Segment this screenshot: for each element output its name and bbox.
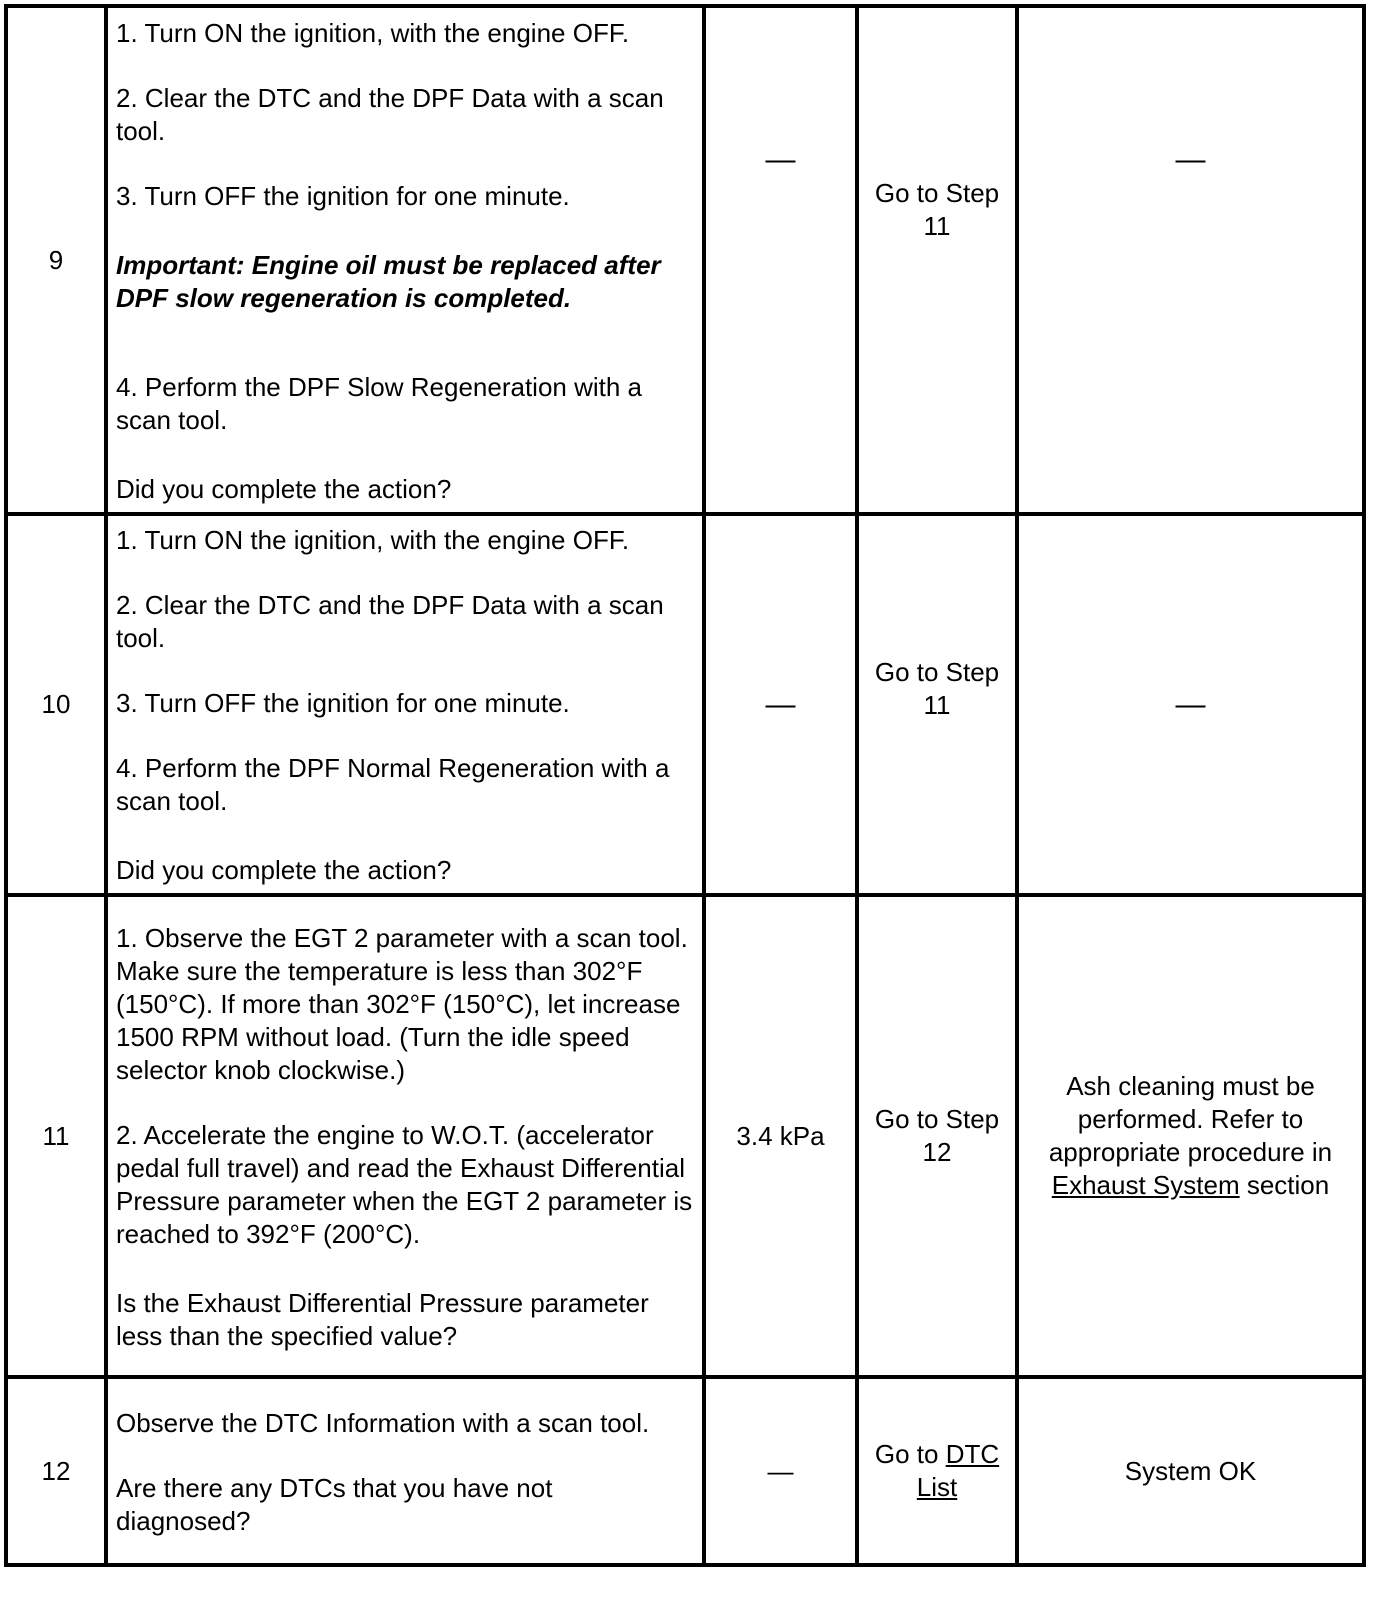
no-cell: [1017, 6, 1364, 514]
action-instruction: 1. Turn ON the ignition, with the engine OFF.: [116, 17, 630, 48]
no-action-text: Ash cleaning must be performed. Refer to appropriate procedure in: [1048, 1071, 1333, 1167]
value-text: —: [765, 143, 796, 176]
no-cell: [1017, 895, 1364, 1377]
action-instruction: Observe the DTC Information with a scan tool.: [116, 1407, 650, 1438]
table-row-step-9: [6, 6, 1364, 514]
action-instruction: 2. Clear the DTC and the DPF Data with a scan tool.: [116, 590, 664, 653]
action-cell: [106, 6, 704, 514]
action-instruction: 2. Clear the DTC and the DPF Data with a scan tool.: [116, 82, 664, 146]
value-text: —: [767, 1455, 794, 1486]
yes-action: Go to Step 11: [874, 656, 1000, 720]
action-question: Did you complete the action?: [116, 855, 452, 885]
specified-value: 3.4 kPa: [736, 1120, 825, 1151]
diagnostic-steps-table: [4, 4, 1366, 1567]
step-number: 12: [6, 1377, 106, 1565]
action-cell: [106, 514, 704, 895]
value-cell: [704, 514, 857, 895]
step-number: 11: [6, 895, 106, 1377]
no-cell: [1017, 514, 1364, 895]
action-instruction: 1. Observe the EGT 2 parameter with a scan tool. Make sure the temperature is less than 302°F (150°C). If more than 302°F (150°C), let increase 1500 RPM without load. (Turn the idle speed selector knob clockwise.): [116, 922, 688, 1085]
important-note: Important: Engine oil must be replaced after DPF slow regeneration is completed.: [116, 249, 661, 313]
yes-cell: [857, 895, 1017, 1377]
step-number: 9: [6, 6, 106, 514]
value-cell: [704, 1377, 857, 1565]
value-cell: [704, 6, 857, 514]
no-action: —: [1175, 687, 1206, 721]
no-action: System OK: [1124, 1455, 1257, 1486]
action-instruction: 3. Turn OFF the ignition for one minute.: [116, 688, 570, 718]
action-question: Is the Exhaust Differential Pressure parameter less than the specified value?: [116, 1287, 649, 1351]
action-instruction: 4. Perform the DPF Normal Regeneration with a scan tool.: [116, 753, 670, 816]
dtc-list-link[interactable]: DTC List: [916, 1439, 1000, 1502]
table-row-step-10: [6, 514, 1364, 895]
action-cell: [106, 895, 704, 1377]
action-instruction: 3. Turn OFF the ignition for one minute.: [116, 180, 570, 211]
yes-cell: [857, 1377, 1017, 1565]
yes-cell: [857, 514, 1017, 895]
no-action: —: [1175, 143, 1206, 176]
action-question: Did you complete the action?: [116, 473, 452, 504]
step-number: 10: [6, 514, 106, 895]
action-instruction: 4. Perform the DPF Slow Regeneration with a scan tool.: [116, 371, 643, 435]
yes-cell: [857, 6, 1017, 514]
exhaust-system-link[interactable]: Exhaust System: [1051, 1170, 1240, 1200]
no-action-text-end: section: [1246, 1170, 1330, 1200]
table-row-step-11: [6, 895, 1364, 1377]
action-instruction: 2. Accelerate the engine to W.O.T. (accelerator pedal full travel) and read the Exhaust Differential Pressure parameter when the EGT 2 parameter is reached to 392°F (200°C).: [116, 1119, 693, 1249]
yes-action: Go to Step 12: [874, 1104, 1000, 1167]
action-question: Are there any DTCs that you have not diagnosed?: [116, 1472, 553, 1536]
table-row-step-12: [6, 1377, 1364, 1565]
action-cell: [106, 1377, 704, 1565]
action-instruction: 1. Turn ON the ignition, with the engine OFF.: [116, 525, 630, 555]
yes-action: Go to Step 11: [874, 178, 1000, 241]
no-cell: [1017, 1377, 1364, 1565]
value-cell: [704, 895, 857, 1377]
yes-action-prefix: Go to: [874, 1439, 939, 1469]
value-text: —: [765, 687, 796, 721]
